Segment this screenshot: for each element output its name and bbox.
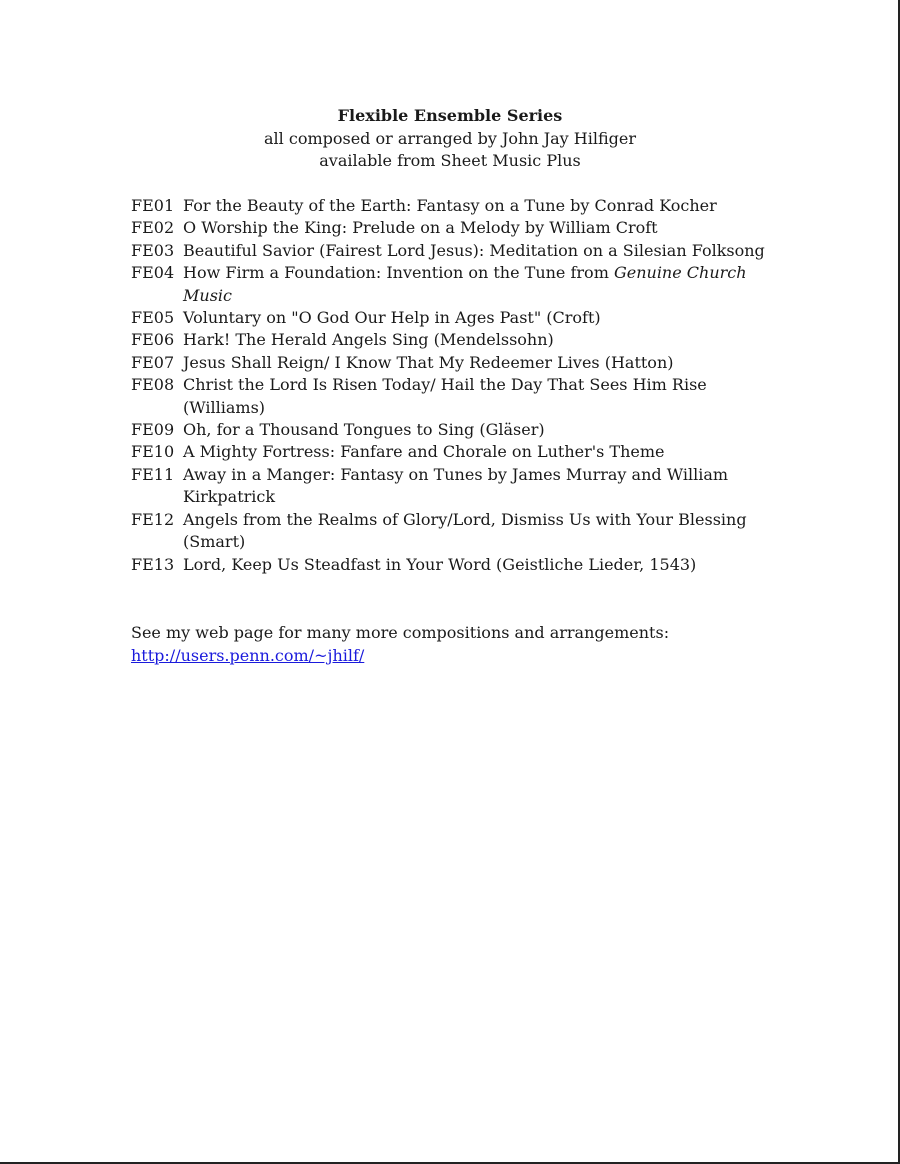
item-title: Christ the Lord Is Risen Today/ Hail the Day That Sees Him Rise (Williams)	[183, 375, 707, 417]
list-item	[131, 240, 791, 262]
composer-line: all composed or arranged by John Jay Hilfiger	[264, 128, 636, 148]
item-title-italic: Genuine Church Music	[183, 263, 747, 305]
item-title: Hark! The Herald Angels Sing (Mendelssohn)	[183, 330, 554, 350]
item-title: Voluntary on "O God Our Help in Ages Past" (Croft)	[183, 308, 601, 328]
item-code: FE13	[131, 554, 175, 574]
item-title: Lord, Keep Us Steadfast in Your Word (Geistliche Lieder, 1543)	[183, 554, 697, 574]
list-item	[131, 441, 791, 463]
footer-note: See my web page for many more compositions and arrangements:	[131, 623, 670, 642]
item-title-text: How Firm a Foundation: Invention on the Tune from	[183, 263, 614, 283]
website-link[interactable]: http://users.penn.com/~jhilf/	[131, 646, 365, 665]
item-code: FE06	[131, 330, 175, 350]
item-code: FE08	[131, 375, 175, 395]
list-item	[131, 464, 791, 509]
item-title: A Mighty Fortress: Fanfare and Chorale on Luther's Theme	[183, 442, 665, 462]
list-item	[131, 262, 791, 307]
series-title: Flexible Ensemble Series	[337, 106, 563, 125]
list-item	[131, 554, 791, 576]
item-code: FE04	[131, 263, 175, 283]
document-footer	[131, 621, 831, 667]
item-code: FE12	[131, 509, 175, 529]
item-title: Beautiful Savior (Fairest Lord Jesus): Meditation on a Silesian Folksong	[183, 240, 765, 260]
list-item	[131, 307, 791, 329]
item-title: Oh, for a Thousand Tongues to Sing (Gläser)	[183, 420, 545, 440]
composition-list	[131, 195, 791, 576]
list-item	[131, 352, 791, 374]
item-code: FE05	[131, 308, 175, 328]
list-item	[131, 195, 791, 217]
document-header	[0, 105, 900, 173]
item-title: For the Beauty of the Earth: Fantasy on a Tune by Conrad Kocher	[183, 196, 717, 215]
list-item	[131, 217, 791, 239]
availability-line: available from Sheet Music Plus	[319, 151, 581, 170]
item-code: FE11	[131, 464, 175, 484]
item-title: Jesus Shall Reign/ I Know That My Redeemer Lives (Hatton)	[183, 352, 674, 372]
item-title: Angels from the Realms of Glory/Lord, Dismiss Us with Your Blessing (Smart)	[183, 509, 747, 552]
item-code: FE03	[131, 240, 175, 260]
item-code: FE02	[131, 218, 175, 238]
item-title: O Worship the King: Prelude on a Melody by William Croft	[183, 218, 658, 238]
item-code: FE01	[131, 196, 175, 215]
list-item	[131, 329, 791, 351]
item-title: Away in a Manger: Fantasy on Tunes by James Murray and William Kirkpatrick	[183, 464, 729, 507]
item-code: FE09	[131, 420, 175, 440]
item-code: FE10	[131, 442, 175, 462]
list-item	[131, 419, 791, 441]
item-code: FE07	[131, 352, 175, 372]
list-item	[131, 509, 791, 554]
list-item	[131, 374, 791, 419]
item-title	[183, 262, 791, 307]
